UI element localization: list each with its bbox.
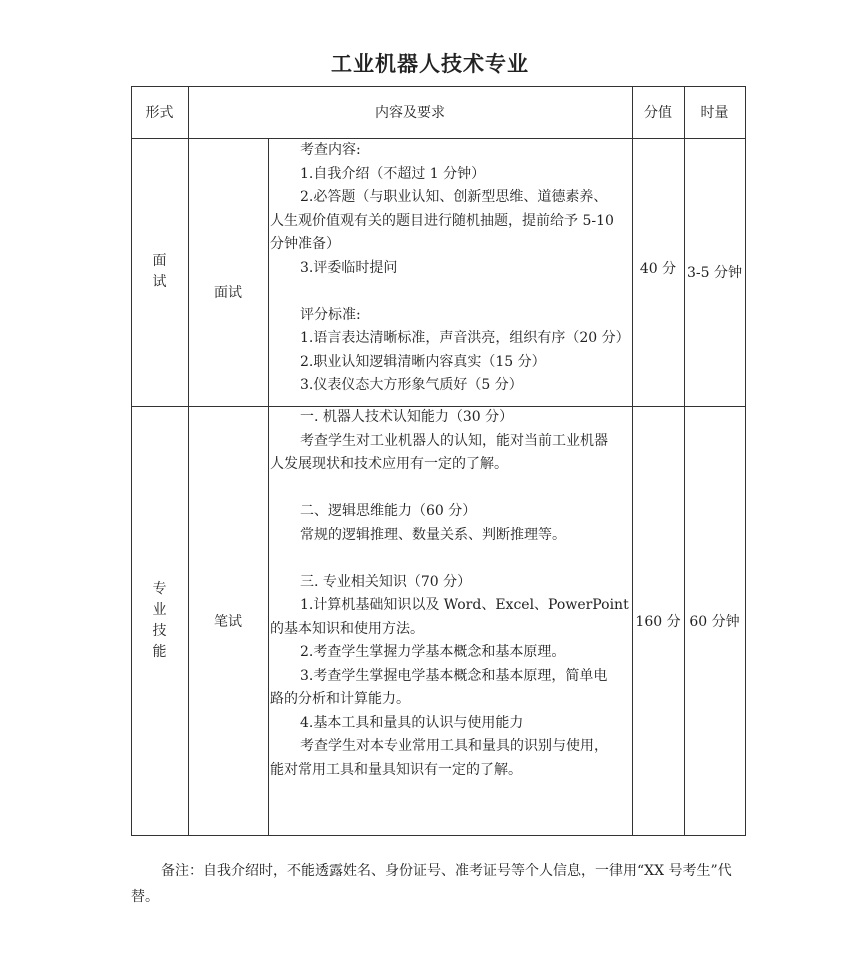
blank-line bbox=[270, 280, 630, 304]
content-line: 三. 专业相关知识（70 分） bbox=[300, 573, 472, 590]
row-category bbox=[131, 406, 188, 835]
content-line: 考查学生对工业机器人的认知，能对当前工业机器 bbox=[300, 432, 608, 449]
blank-line bbox=[270, 477, 629, 501]
header-form: 形式 bbox=[145, 105, 174, 121]
content-line: 1.自我介绍（不超过 1 分钟） bbox=[300, 165, 486, 182]
content-line: 人生观价值观有关的题目进行随机抽题，提前给予 5-10 bbox=[270, 212, 614, 229]
row-content-interview bbox=[270, 139, 630, 398]
content-line: 分钟准备） bbox=[270, 236, 340, 252]
content-line: 3.评委临时提问 bbox=[300, 259, 398, 276]
content-line: 3.仪表仪态大方形象气质好（5 分） bbox=[300, 377, 523, 393]
content-line: 评分标准: bbox=[300, 306, 361, 323]
row-type: 笔试 bbox=[214, 613, 242, 630]
category-char: 能 bbox=[152, 643, 167, 660]
content-line: 考查内容: bbox=[300, 142, 361, 158]
header-content: 内容及要求 bbox=[375, 105, 445, 121]
table-border-bottom bbox=[131, 835, 746, 836]
content-line: 3.考查学生掌握电学基本概念和基本原理，简单电 bbox=[300, 667, 608, 684]
category-char: 业 bbox=[152, 601, 167, 618]
category-char: 专 bbox=[152, 580, 167, 597]
category-char: 技 bbox=[152, 622, 167, 639]
content-line: 常规的逻辑推理、数量关系、判断推理等。 bbox=[300, 526, 566, 543]
row-score: 160 分 bbox=[635, 613, 681, 630]
content-line: 1.计算机基础知识以及 Word、Excel、PowerPoint bbox=[300, 597, 629, 613]
table-border-right bbox=[745, 86, 746, 836]
content-line: 路的分析和计算能力。 bbox=[270, 691, 410, 707]
content-line: 人发展现状和技术应用有一定的了解。 bbox=[270, 456, 508, 472]
content-line: 考查学生对本专业常用工具和量具的识别与使用， bbox=[300, 738, 608, 754]
content-line: 4.基本工具和量具的认识与使用能力 bbox=[300, 714, 524, 731]
row-type: 面试 bbox=[214, 285, 242, 301]
content-lines bbox=[270, 139, 630, 398]
page-title: 工业机器人技术专业 bbox=[331, 51, 529, 76]
row-time: 60 分钟 bbox=[689, 613, 740, 630]
content-line: 二、逻辑思维能力（60 分） bbox=[300, 503, 477, 519]
col-divider-2 bbox=[268, 138, 269, 836]
row-time: 3-5 分钟 bbox=[687, 265, 742, 281]
content-line: 2.职业认知逻辑清晰内容真实（15 分） bbox=[300, 353, 546, 370]
content-lines bbox=[270, 406, 629, 782]
footnote: 备注：自我介绍时，不能透露姓名、身份证号、准考证号等个人信息，一律用“XX 号考生”代替。 bbox=[131, 863, 732, 905]
content-line: 的基本知识和使用方法。 bbox=[270, 620, 424, 637]
content-line: 2.必答题（与职业认知、创新型思维、道德素养、 bbox=[300, 189, 608, 205]
row-score: 40 分 bbox=[639, 261, 677, 277]
requirements-table bbox=[131, 86, 746, 836]
row-category bbox=[131, 138, 188, 406]
category-char: 面 bbox=[152, 253, 167, 269]
content-line: 2.考查学生掌握力学基本概念和基本原理。 bbox=[300, 644, 566, 660]
row-content-written bbox=[270, 406, 629, 782]
category-char: 试 bbox=[152, 274, 167, 290]
content-line: 1.语言表达清晰标准，声音洪亮，组织有序（20 分） bbox=[300, 330, 630, 346]
header-time: 时量 bbox=[700, 105, 729, 121]
header-score: 分值 bbox=[644, 105, 672, 121]
content-line: 一. 机器人技术认知能力（30 分） bbox=[300, 409, 514, 425]
content-line: 能对常用工具和量具知识有一定的了解。 bbox=[270, 761, 522, 778]
blank-line bbox=[270, 547, 629, 571]
